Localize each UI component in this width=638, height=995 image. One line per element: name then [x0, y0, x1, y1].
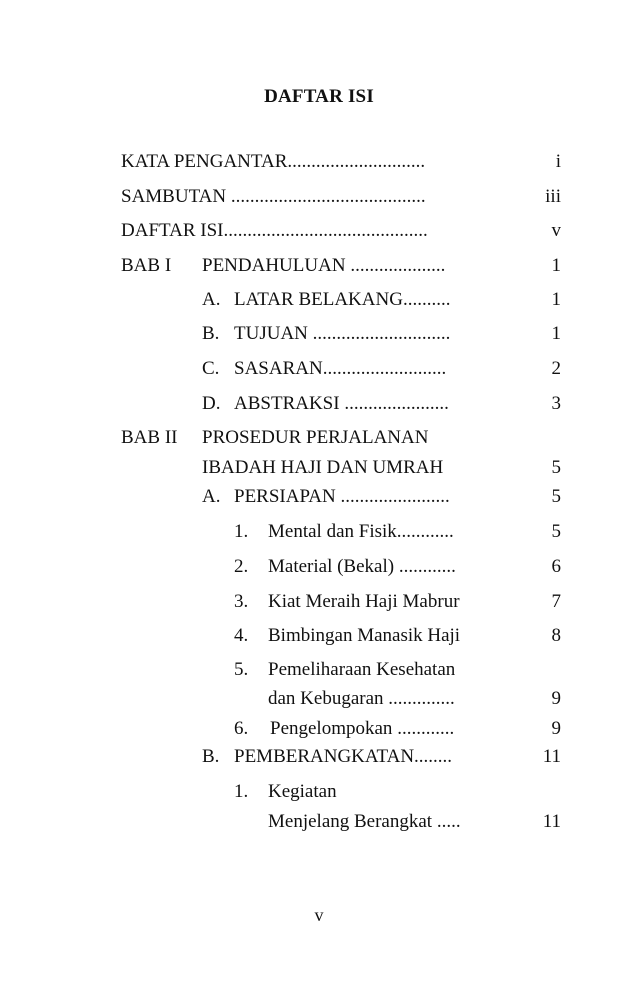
toc-entry — [0, 358, 638, 382]
toc-entry-text: Kegiatan — [268, 781, 337, 802]
toc-item-marker: A. — [202, 486, 221, 507]
toc-entry — [0, 781, 638, 805]
toc-item-marker: 6. — [234, 718, 249, 739]
toc-item-marker: 5. — [234, 659, 249, 680]
toc-item-marker: 3. — [234, 591, 249, 612]
toc-item-marker: A. — [202, 289, 221, 310]
toc-entry — [0, 625, 638, 649]
toc-entry-title — [268, 556, 507, 578]
toc-item-marker: 1. — [234, 781, 249, 802]
toc-entry-text: TUJUAN — [234, 323, 308, 344]
toc-entry-text: KATA PENGANTAR — [121, 151, 288, 172]
toc-entry-title — [268, 659, 507, 681]
toc-entry-text: dan Kebugaran — [268, 688, 384, 709]
toc-page-number: 5 — [551, 486, 561, 507]
toc-entry-text: Menjelang Berangkat — [268, 811, 433, 832]
toc-dot-leader: ............................. — [307, 323, 451, 344]
toc-chapter-label: BAB II — [121, 427, 178, 448]
toc-dot-leader: ............................. — [287, 151, 426, 172]
toc-entry-title — [268, 688, 507, 710]
toc-entry-title — [202, 427, 507, 449]
toc-dot-leader: ....................... — [335, 486, 450, 507]
toc-page-number: 11 — [542, 811, 561, 832]
toc-chapter-label: BAB I — [121, 255, 172, 276]
toc-dot-leader: ............ — [394, 556, 456, 577]
toc-entry-title — [234, 358, 507, 380]
toc-entry — [0, 659, 638, 683]
toc-page-number: 1 — [551, 255, 561, 276]
toc-entry-text: ABSTRAKSI — [234, 393, 340, 414]
toc-page-number: 5 — [551, 457, 561, 478]
toc-entry-title — [268, 781, 507, 803]
toc-entry — [0, 556, 638, 580]
toc-entry — [0, 220, 638, 244]
toc-entry — [0, 457, 638, 481]
toc-dot-leader: ..... — [432, 811, 461, 832]
toc-entry-title — [202, 457, 507, 479]
toc-entry-title — [121, 151, 507, 173]
toc-entry — [0, 718, 638, 742]
toc-entry-title — [270, 718, 507, 740]
toc-dot-leader: ............ — [392, 718, 455, 739]
toc-entry — [0, 255, 638, 279]
toc-entry-title — [268, 625, 507, 647]
toc-entry-title — [234, 289, 507, 311]
page-number: v — [314, 905, 324, 925]
toc-entry-text: Pengelompokan — [270, 718, 393, 739]
toc-entry-text: Pemeliharaan Kesehatan — [268, 659, 456, 680]
toc-entry-title — [268, 591, 507, 613]
toc-page-number: 1 — [551, 289, 561, 310]
toc-item-marker: 4. — [234, 625, 249, 646]
toc-entry — [0, 393, 638, 417]
toc-dot-leader: ........ — [414, 746, 453, 767]
toc-entry-title — [121, 186, 507, 208]
toc-entry-title — [234, 486, 507, 508]
toc-entry-title — [268, 521, 507, 543]
toc-page-number: 9 — [551, 718, 561, 739]
toc-entry-text: Bimbingan Manasik Haji — [268, 625, 461, 646]
toc-page-number: i — [555, 151, 561, 172]
toc-entry — [0, 486, 638, 510]
toc-item-marker: B. — [202, 746, 220, 767]
toc-entry-text: PENDAHULUAN — [202, 255, 346, 276]
toc-item-marker: D. — [202, 393, 221, 414]
toc-dot-leader: .......................... — [322, 358, 447, 379]
toc-page-number: v — [551, 220, 561, 241]
toc-item-marker: B. — [202, 323, 220, 344]
toc-dot-leader: .............. — [383, 688, 455, 709]
toc-entry — [0, 186, 638, 210]
toc-dot-leader: .......... — [402, 289, 451, 310]
toc-page-number: 3 — [551, 393, 561, 414]
toc-entry-text: LATAR BELAKANG — [234, 289, 403, 310]
toc-entry — [0, 688, 638, 712]
toc-entry-title — [234, 323, 507, 345]
toc-page-number: 7 — [551, 591, 561, 612]
toc-entry-text: SASARAN — [234, 358, 323, 379]
toc-entry-title — [234, 746, 507, 768]
toc-entry-text: IBADAH HAJI DAN UMRAH — [202, 457, 444, 478]
toc-dot-leader: .................... — [345, 255, 446, 276]
toc-entry-text: Kiat Meraih Haji Mabrur — [268, 591, 460, 612]
toc-entry — [0, 521, 638, 545]
toc-entry-text: SAMBUTAN — [121, 186, 227, 207]
toc-page-number: 9 — [551, 688, 561, 709]
toc-page-number: 5 — [551, 521, 561, 542]
toc-entry — [0, 746, 638, 770]
toc-item-marker: C. — [202, 358, 220, 379]
toc-entry — [0, 811, 638, 835]
toc-entry — [0, 427, 638, 451]
toc-item-marker: 1. — [234, 521, 249, 542]
toc-page-number: 2 — [551, 358, 561, 379]
toc-entry-title — [268, 811, 507, 833]
toc-entry-text: PEMBERANGKATAN — [234, 746, 415, 767]
toc-entry-text: DAFTAR ISI — [121, 220, 224, 241]
toc-item-marker: 2. — [234, 556, 249, 577]
toc-entry-text: PROSEDUR PERJALANAN — [202, 427, 429, 448]
toc-dot-leader: ...................... — [339, 393, 449, 414]
toc-page-number: 8 — [551, 625, 561, 646]
toc-entry-title — [121, 220, 507, 242]
toc-entry — [0, 591, 638, 615]
toc-entry — [0, 151, 638, 175]
toc-dot-leader: ............ — [396, 521, 454, 542]
toc-page-number: iii — [545, 186, 561, 207]
toc-entry-title — [234, 393, 507, 415]
toc-dot-leader: ......................................... — [226, 186, 426, 207]
toc-entry — [0, 323, 638, 347]
toc-dot-leader: ........................................... — [223, 220, 428, 241]
toc-entry — [0, 289, 638, 313]
page-title: DAFTAR ISI — [264, 86, 374, 107]
toc-entry-text: Material (Bekal) — [268, 556, 395, 577]
toc-page-number: 11 — [542, 746, 561, 767]
toc-entry-text: PERSIAPAN — [234, 486, 336, 507]
toc-page-number: 1 — [551, 323, 561, 344]
toc-page-number: 6 — [551, 556, 561, 577]
toc-entry-text: Mental dan Fisik — [268, 521, 397, 542]
toc-entry-title — [202, 255, 507, 277]
